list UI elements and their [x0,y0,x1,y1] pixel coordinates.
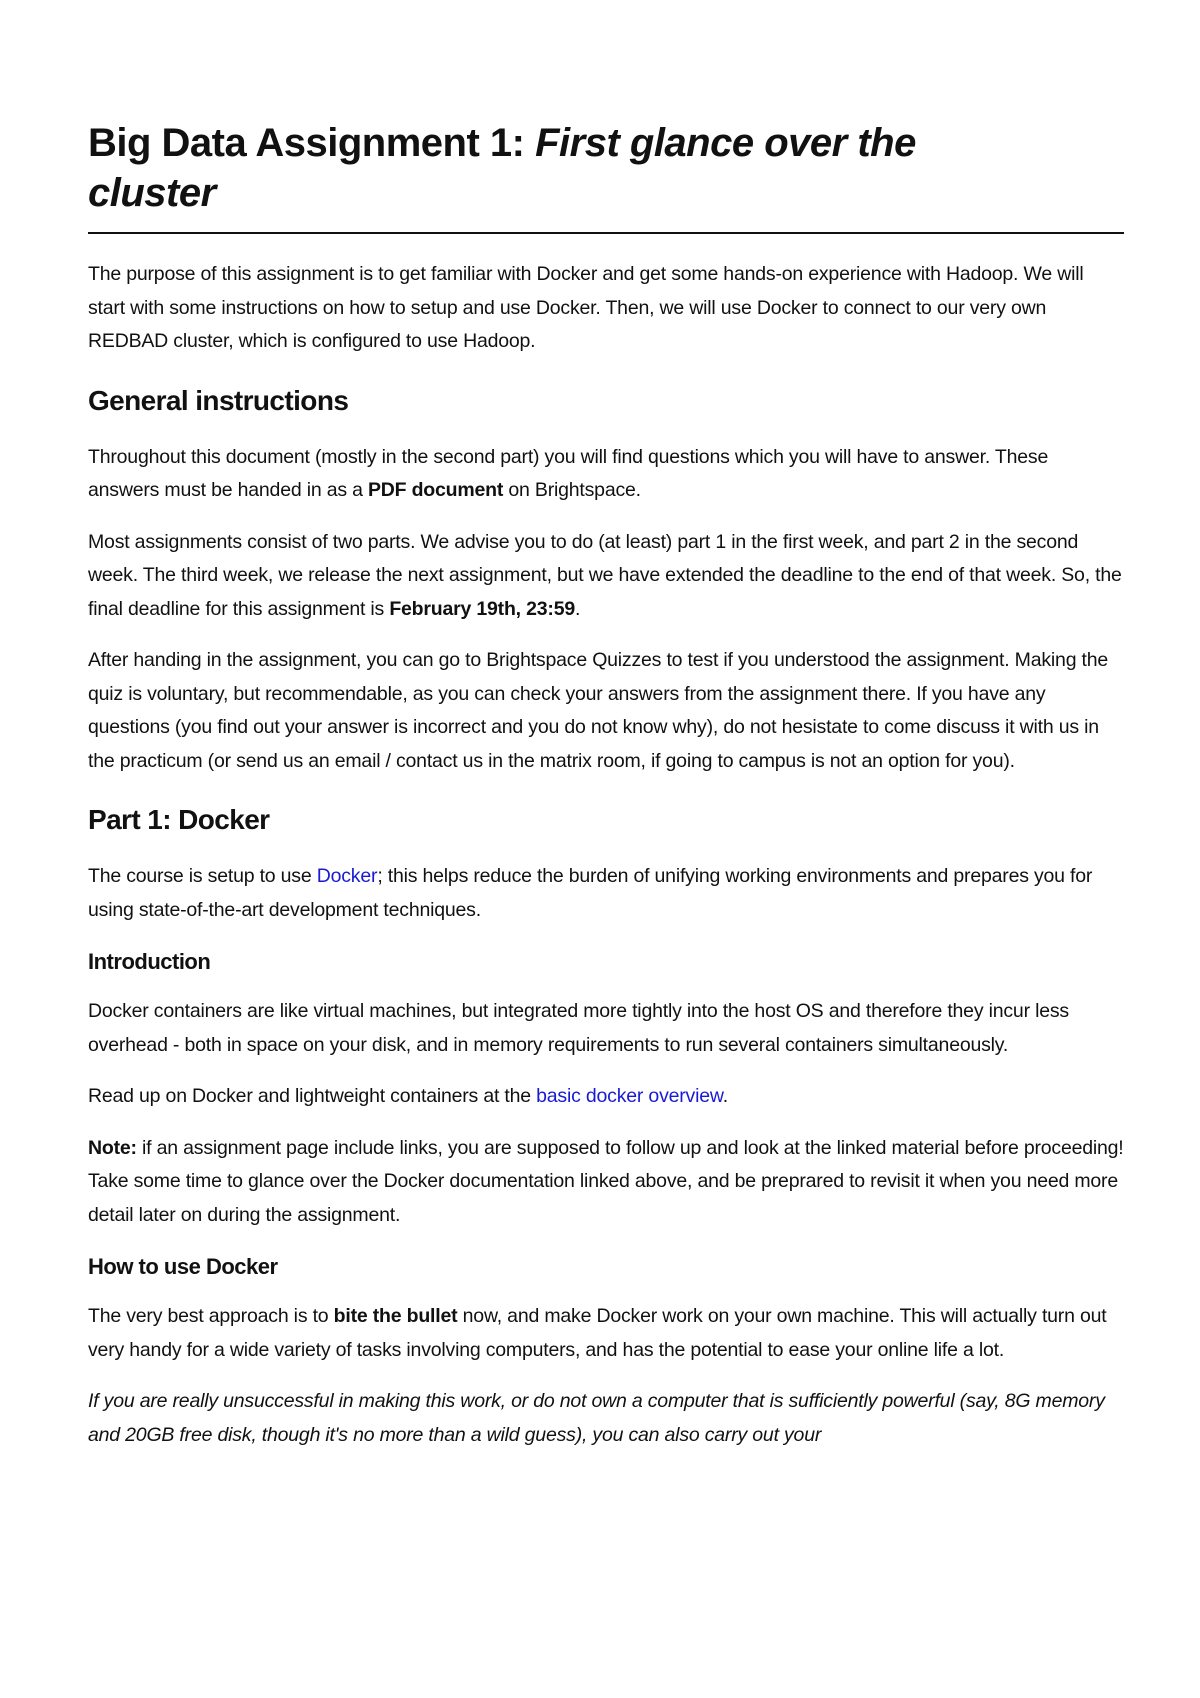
document-page [88,0,1124,1452]
intro-paragraph: The purpose of this assignment is to get familiar with Docker and get some hands-on experience with Hadoop. We will start with some instructions on how to setup and use Docker. Then, we will use Docker to connect to our very own REDBAD cluster, which is configured to use Hadoop. [88,263,1084,352]
title-plain: Big Data Assignment 1: [88,121,536,165]
general-instructions-heading: General instructions [88,384,349,416]
introduction-heading: Introduction [88,949,211,974]
pdf-document-bold: PDF document [367,479,504,501]
general-paragraph-2 [88,526,1124,627]
general-paragraph-1 [88,441,1124,508]
how-to-p1-text-a: The very best approach is to [88,1305,334,1327]
general-p2-text-a: Most assignments consist of two parts. We advise you to do (at least) part 1 in the first week, and part 2 in the second week. The third week, we release the next assignment, but we have extended the deadline to the end of that week. So, the final deadline for this assignment is [88,530,1122,620]
note-label: Note: [88,1136,137,1159]
part1-text-b: ; this helps reduce the burden of unifying working environments and prepares you for using state-of-the-art development techniques. [88,865,1093,921]
introduction-p2-text-a: Read up on Docker and lightweight containers at the [88,1085,537,1107]
general-p1-text-b: on Brightspace. [503,479,641,501]
general-p2-text-b: . [575,597,581,620]
general-paragraph-3: After handing in the assignment, you can go to Brightspace Quizzes to test if you understood the assignment. Making the quiz is voluntary, but recommendable, as you can check your answers from the assignment there. If you have any questions (you find out your answer is incorrect and you do not know why), do not hesistate to come discuss it with us in the practicum (or send us an email / contact us in the matrix room, if going to campus is not an option for you). [88,649,1109,772]
title-italic-line1: First glance over the [535,121,916,165]
bite-the-bullet-bold: bite the bullet [333,1305,458,1327]
how-to-p1-text-b: now, and make Docker work on your own machine. This will actually turn out very handy for a wide variety of tasks involving computers, and has the potential to ease your online life a lot. [88,1305,1107,1361]
general-p1-text-a: Throughout this document (mostly in the second part) you will find questions which you will have to answer. These answers must be handed in as a [88,445,1049,501]
part1-text-a: The course is setup to use [88,865,317,887]
page-title [88,118,1124,234]
part1-heading: Part 1: Docker [88,804,270,835]
note-paragraph [88,1132,1124,1233]
deadline-bold: February 19th, 23:59 [389,597,575,620]
part1-paragraph [88,860,1124,927]
introduction-paragraph-2 [88,1080,1124,1114]
how-to-paragraph-1 [88,1300,1124,1367]
introduction-paragraph-1: Docker containers are like virtual machines, but integrated more tightly into the host OS and therefore they incur less overhead - both in space on your disk, and in memory requirements to run several containers simultaneously. [88,1000,1069,1056]
title-italic-line2: cluster [88,171,216,215]
how-to-paragraph-2: If you are really unsuccessful in making this work, or do not own a computer that is sufficiently powerful (say, 8G memory and 20GB free disk, though it's no more than a wild guess), you can also carry out your [88,1390,1105,1446]
note-text: if an assignment page include links, you are supposed to follow up and look at the linked material before proceeding! Take some time to glance over the Docker documentation linked above, and be preprared to revisit it when you need more detail later on during the assignment. [88,1136,1124,1226]
basic-docker-overview-link[interactable]: basic docker overview [536,1085,723,1107]
introduction-p2-text-b: . [722,1085,728,1107]
docker-link[interactable]: Docker [316,865,378,887]
how-to-use-docker-heading: How to use Docker [88,1254,278,1279]
